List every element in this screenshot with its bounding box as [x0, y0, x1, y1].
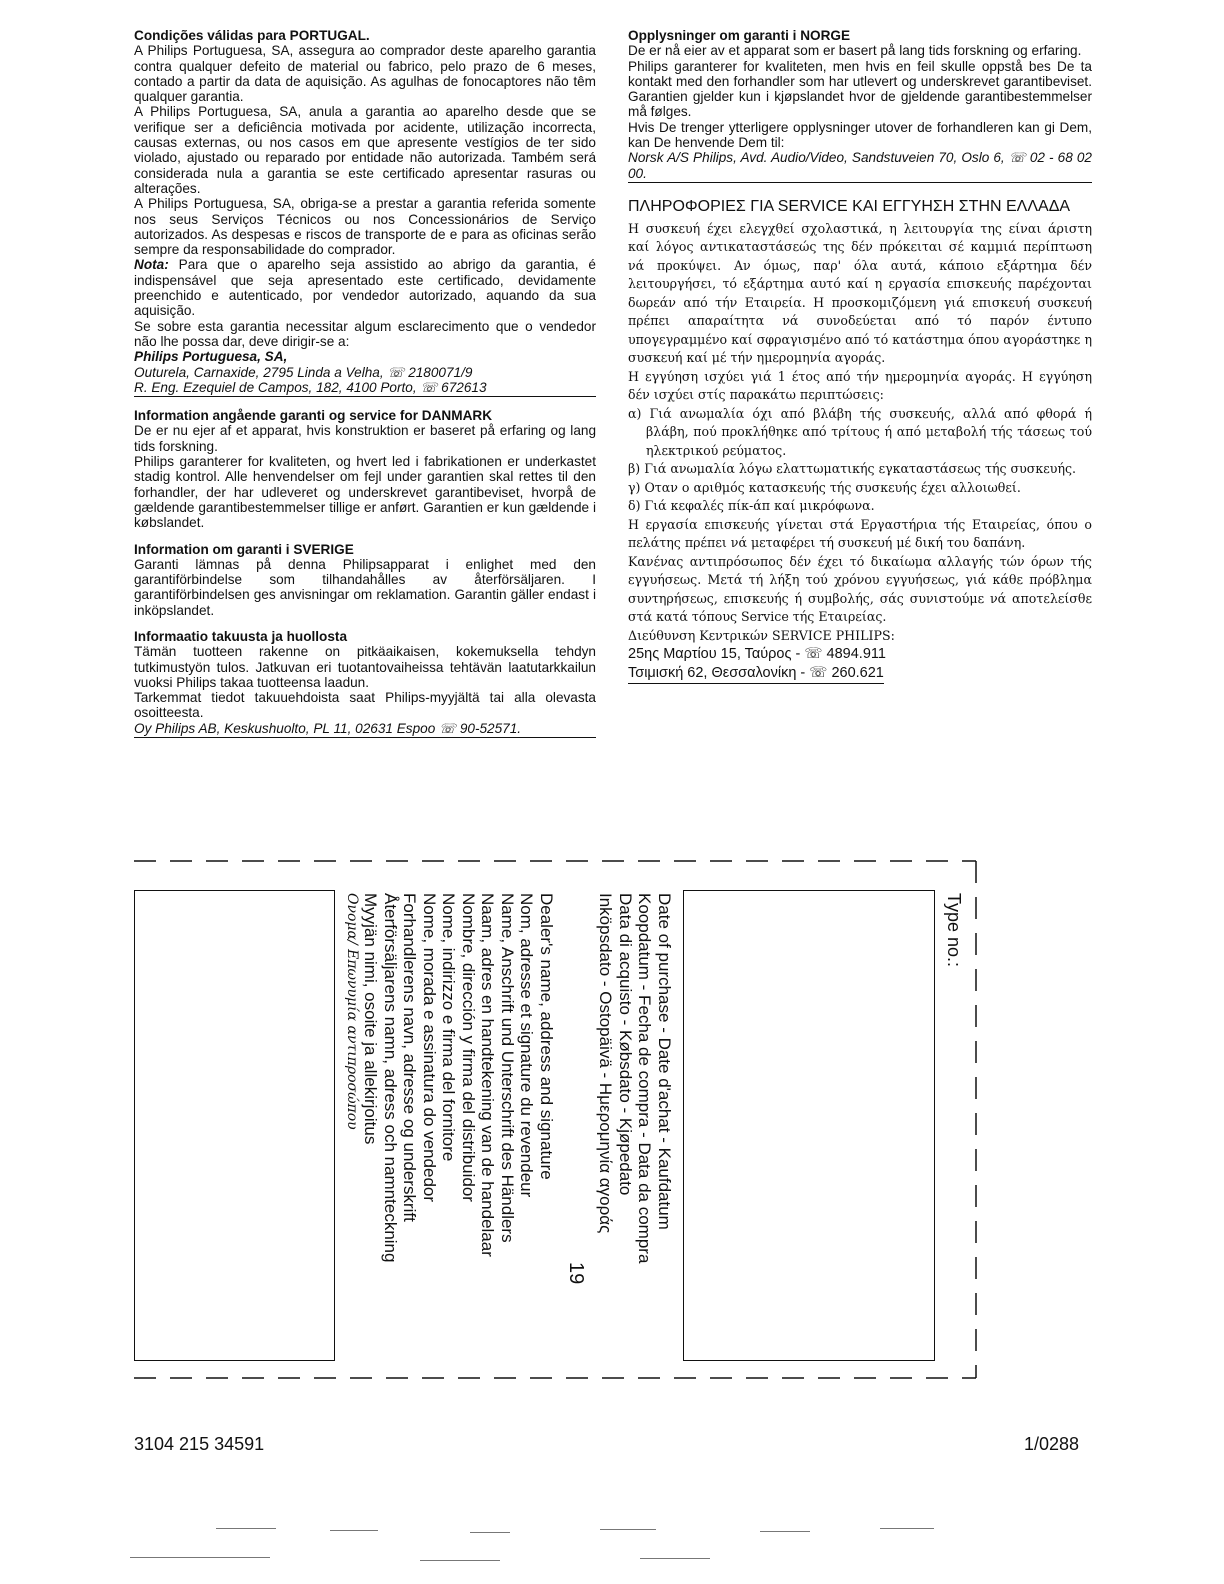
scan-noise [130, 1557, 270, 1558]
service-address-label: Διεύθυνση Κεντρικών SERVICE PHILIPS: [628, 627, 895, 643]
paragraph: A Philips Portuguesa, SA, anula a garantia ao aparelho desde que se verifique ser a deficiência motivada por acidente, utilização incorrecta, causas externas, ou nos casos em que apresente vestígios de ter sido violado, ajustado ou reparado por entidade não autorizada. Também será considerada nula a garantia se este certificado apresentar rasuras ou alterações. [134, 104, 596, 196]
scan-noise [330, 1530, 378, 1531]
section-heading: Informaatio takuusta ja huollosta [134, 628, 347, 644]
paragraph: Hvis De trenger ytterligere opplysninger utover de forhandleren kan gi Dem, kan De henvende Dem til: [628, 119, 1092, 151]
paragraph: De er nu ejer af et apparat, hvis konstruktion er baseret på erfaring og lang tids forskning. [134, 423, 596, 454]
print-code: 1/0288 [1024, 1434, 1080, 1454]
type-no-label [944, 893, 964, 967]
scan-noise [470, 1532, 510, 1533]
nota-label: Nota: [134, 257, 169, 273]
dealer-line: Nome, morada e assinatura do vendedor [420, 893, 439, 1203]
paragraph: Philips garanterer for kvaliteten, og hvert led i fabrikationen er underkastet stadig kontrol. Alle henvendelser om fejl under garantien skal rettes til den forhandler, der har udleveret og underskrevet garantibeviset, hvorpå de gældende garantibestemmelser tillige er anført. Garantien er kun gældende i købslandet. [134, 454, 596, 531]
type-no-text: Type no.: [944, 893, 964, 968]
section-heading: Opplysninger om garanti i NORGE [628, 28, 851, 43]
scan-noise [216, 1528, 276, 1529]
dealer-line: Myyjän nimi, osoite ja allekirjoitus [361, 893, 381, 1145]
section-heading: ΠΛΗΡΟΦΟΡΙΕΣ ΓΙΑ SERVICE ΚΑΙ ΕΓΓΥΗΣΗ ΣΤΗΝ ΕΛΛΑΔΑ [628, 197, 1071, 215]
scan-noise [420, 1560, 500, 1561]
purchase-date-box [683, 890, 935, 1361]
paragraph: Η συσκευή έχει ελεγχθεί σχολαστικά, η λειτουργία της είναι άριστη καί λόγος αντικαταστάσεώς της δέν πρόκειται σέ καμμιά περίπτωση νά προκύψει. Αν όμως, παρ' όλα αυτά, κάποιο εξάρτημα δέν λειτουργήσει, τό εξάρτημα αυτό καί η εργασία επισκευής παρέχονται δωρεάν από τήν Εταιρεία. Η προσκομιζόμενη γιά επισκευή συσκευή πρέπει απαραίτητα νά συνοδεύεται από τό παρόν έντυπο υπογεγραμμένο καί σφραγισμένο από τό κατάστημα όπου αγοράστηκε η συσκευή καί μέ τήν ημερομηνία αγοράς. [628, 220, 1092, 366]
service-address-line: 25ης Μαρτίου 15, Ταύρος - ☏ 4894.911 [628, 646, 886, 663]
paragraph: Philips garanterer for kvaliteten, men hvis en feil skulle oppstå bes De ta kontakt med den forhandler som har utlevert og underskrevet garantibeviset. Garantien gjelder kun i kjøpslandet hvor de gjeldende garantibestemmelser må følges. [628, 58, 1092, 120]
purchase-line: Data di acquisto - Købsdato - Kjøpedato [616, 893, 635, 1196]
dealer-line: Återförsäljarens namn, adress och namnteckning [381, 893, 400, 1263]
dealer-label [342, 893, 557, 1262]
page-number-text: 19 [565, 1262, 587, 1285]
address-line: Norsk A/S Philips, Avd. Audio/Video, Sandstuveien 70, Oslo 6, ☏ 02 - 68 02 00. [628, 150, 1092, 183]
section-heading: Information om garanti i SVERIGE [134, 541, 354, 557]
paragraph: Se sobre esta garantia necessitar algum esclarecimento que o vendedor não lhe possa dar, deve dirigir-se a: [134, 318, 596, 349]
dealer-stamp-box [134, 890, 335, 1361]
dealer-line: Dealer's name, address and signature [537, 893, 556, 1180]
dealer-line: Forhandlerens navn, adresse og underskrift [400, 893, 420, 1222]
dealer-line: Ονομα/ Επωνυμία αντιπροσώπου [344, 893, 360, 1130]
purchase-date-label [596, 893, 674, 1263]
page-number [566, 1262, 586, 1284]
purchase-line: Inköpsdato - Ostopäivä - Ημερομηνία αγοράς [596, 893, 616, 1234]
paragraph: Tarkemmat tiedot takuuehdoista saat Philips-myyjältä tai alla olevasta osoitteesta. [134, 690, 596, 721]
paragraph: Η εργασία επισκευής γίνεται στά Εργαστήρια τής Εταιρείας, όπου ο πελάτης πρέπει νά μεταφέρει τή συσκευή μέ δική του δαπάνη. [628, 516, 1092, 551]
paragraph: A Philips Portuguesa, SA, assegura ao comprador deste aparelho garantia contra qualquer defeito de material ou fabrico, pelo prazo de 6 meses, contado a partir da data de aquisição. As agulhas de fonocaptores não têm qualquer garantia. [134, 43, 596, 105]
paragraph: Tämän tuotteen rakenne on pitkäaikaisen, kokemuksella tehdyn tutkimustyön tulos. Jatkuvan eri tuotantovaiheissa tehtävän laatutarkkailun vuoksi Philips takaa tuotteensa laadun. [134, 644, 596, 690]
paragraph: A Philips Portuguesa, SA, obriga-se a prestar a garantia referida somente nos seus Serviços Técnicos ou nos Concessionários de Serviço autorizados. As despesas e riscos de transporte de e para as oficinas serão sempre da responsabilidade do comprador. [134, 196, 596, 258]
scan-noise [880, 1528, 934, 1529]
scan-noise [640, 1558, 710, 1559]
company-name: Philips Portuguesa, SA, [134, 349, 288, 365]
scan-noise [760, 1531, 810, 1532]
service-address-line: Τσιμισκή 62, Θεσσαλονίκη - ☏ 260.621 [628, 664, 884, 685]
address-line: Outurela, Carnaxide, 2795 Linda a Velha, ☏ 2180071/9 [134, 364, 473, 380]
dealer-line: Nom, adresse et signature du revendeur [517, 893, 537, 1198]
list-item: δ) Γιά κεφαλές πίκ-άπ καί μικρόφωνα. [628, 498, 875, 514]
purchase-line: Date of purchase - Date d'achat - Kaufdatum [655, 893, 674, 1230]
paragraph: Κανένας αντιπρόσωπος δέν έχει τό δικαίωμα αλλαγής τών όρων τής εγγυήσεως. Μετά τή λήξη τού χρόνου εγγυήσεως, γιά κάθε πρόβλημα συντηρήσεως, επισκευής ή συμβολής, σάς συνιστούμε νά αποτελείσθε στά κατά τόπους Service τής Εταιρείας. [628, 553, 1092, 625]
nota-text: Para que o aparelho seja assistido ao abrigo da garantia, é indispensável que seja apresentado este certificado, devidamente preenchido e autenticado, por vendedor autorizado, aquando da sua aquisição. [134, 257, 596, 319]
list-item: γ) Οταν ο αριθμός κατασκευής τής συσκευής έχει αλλοιωθεί. [628, 479, 1021, 495]
dealer-line: Nome, indirizzo e firma del fornitore [439, 893, 459, 1162]
address-line: R. Eng. Ezequiel de Campos, 182, 4100 Porto, ☏ 672613 [134, 380, 596, 397]
dealer-line: Nombre, dirección y firma del distribuidor [459, 893, 478, 1202]
purchase-line: Koopdatum - Fecha de compra - Data da compra [635, 893, 655, 1264]
list-item: α) Γιά ανωμαλία όχι από βλάβη τής συσκευής, αλλά από φθορά ή βλάβη, πού προκλήθηκε από τρίτους ή από μεταβολή τής τάσεως τού ηλεκτρικού ρεύματος. [628, 405, 1092, 458]
dealer-line: Name, Anschrift und Unterschrift des Händlers [498, 893, 517, 1243]
address-line: Oy Philips AB, Keskushuolto, PL 11, 02631 Espoo ☏ 90-52571. [134, 721, 596, 738]
dealer-line: Naam, adres en handtekening van de handelaar [478, 893, 498, 1257]
paragraph: Garanti lämnas på denna Philipsapparat i enlighet med den garantiförbindelse som tilhandahålles av återförsäljaren. I garantiförbindelsen ges anvisningar om reklamation. Garantin gäller endast i inköpslandet. [134, 556, 596, 618]
list-item: β) Γιά ανωμαλία λόγω ελαττωματικής εγκαταστάσεως τής συσκευής. [628, 461, 1077, 477]
section-heading: Information angående garanti og service for DANMARK [134, 408, 493, 424]
scan-noise [600, 1529, 656, 1530]
paragraph: Η εγγύηση ισχύει γιά 1 έτος από τήν ημερομηνία αγοράς. Η εγγύηση δέν ισχύει στίς παρακάτω περιπτώσεις: [628, 368, 1092, 403]
section-heading: Condições válidas para PORTUGAL. [134, 28, 370, 43]
paragraph: De er nå eier av et apparat som er basert på lang tids forskning og erfaring. [628, 43, 1082, 59]
document-code: 3104 215 34591 [134, 1434, 265, 1454]
